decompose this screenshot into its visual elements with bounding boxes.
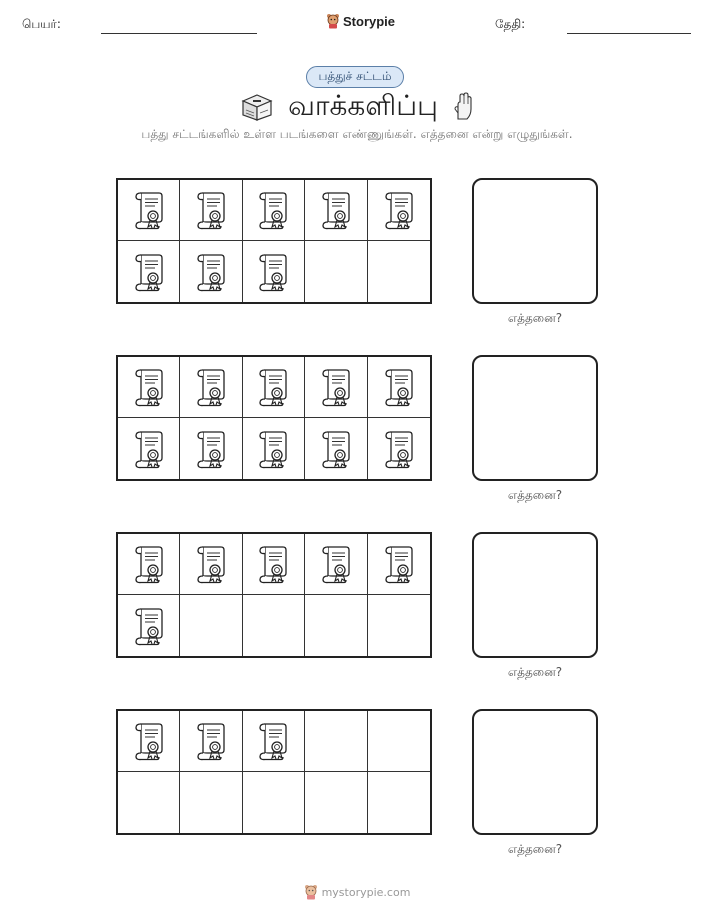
- ten-frame-cell: [305, 241, 367, 302]
- ten-frame-cell: [368, 357, 430, 418]
- ten-frame-cell: [180, 711, 242, 772]
- scroll-certificate-icon: [131, 189, 167, 231]
- ten-frame-cell: [180, 772, 242, 833]
- ten-frame-cell: [368, 772, 430, 833]
- ten-frame-cell: [243, 180, 305, 241]
- answer-box-2[interactable]: [472, 355, 598, 481]
- scroll-certificate-icon: [318, 366, 354, 408]
- ten-frame-cell: [243, 241, 305, 302]
- ten-frame-cell: [305, 180, 367, 241]
- ten-frame-4: [116, 709, 432, 835]
- scroll-certificate-icon: [131, 251, 167, 293]
- ten-frame-cell: [118, 241, 180, 302]
- scroll-certificate-icon: [193, 251, 229, 293]
- brand-logo: [326, 13, 395, 29]
- scroll-certificate-icon: [193, 189, 229, 231]
- ten-frame-cell: [118, 534, 180, 595]
- how-many-label-3: எத்தனை?: [507, 665, 563, 679]
- ten-frame-cell: [180, 534, 242, 595]
- date-label: தேதி:: [495, 17, 526, 31]
- worksheet-title: வாக்களிப்பு: [288, 89, 438, 122]
- name-label: பெயர்:: [22, 17, 61, 31]
- ten-frame-cell: [118, 772, 180, 833]
- scroll-certificate-icon: [193, 428, 229, 470]
- storypie-mascot-icon: [304, 884, 318, 900]
- title-row: [0, 88, 714, 124]
- scroll-certificate-icon: [255, 366, 291, 408]
- ten-frame-2: [116, 355, 432, 481]
- ballot-box-icon: [240, 91, 274, 121]
- footer-url[interactable]: mystorypie.com: [321, 885, 411, 899]
- how-many-label-2: எத்தனை?: [507, 488, 563, 502]
- ten-frame-cell: [305, 357, 367, 418]
- ten-frame-cell: [118, 711, 180, 772]
- ten-frame-cell: [243, 357, 305, 418]
- scroll-certificate-icon: [131, 428, 167, 470]
- footer: [0, 884, 714, 900]
- scroll-certificate-icon: [381, 428, 417, 470]
- ten-frame-cell: [180, 418, 242, 479]
- scroll-certificate-icon: [193, 720, 229, 762]
- scroll-certificate-icon: [131, 720, 167, 762]
- scroll-certificate-icon: [193, 543, 229, 585]
- ten-frame-cell: [243, 711, 305, 772]
- ten-frame-cell: [243, 772, 305, 833]
- ten-frame-cell: [368, 180, 430, 241]
- scroll-certificate-icon: [255, 720, 291, 762]
- scroll-certificate-icon: [318, 428, 354, 470]
- scroll-certificate-icon: [381, 543, 417, 585]
- topic-badge: பத்துச் சட்டம்: [306, 66, 404, 88]
- ten-frame-cell: [368, 595, 430, 656]
- ten-frame-cell: [180, 595, 242, 656]
- ten-frame-cell: [118, 180, 180, 241]
- ten-frame-cell: [118, 418, 180, 479]
- scroll-certificate-icon: [131, 605, 167, 647]
- raised-hand-icon: [452, 91, 474, 121]
- scroll-certificate-icon: [318, 543, 354, 585]
- ten-frame-cell: [368, 241, 430, 302]
- ten-frame-cell: [368, 711, 430, 772]
- scroll-certificate-icon: [255, 543, 291, 585]
- ten-frame-cell: [305, 534, 367, 595]
- ten-frame-cell: [118, 595, 180, 656]
- scroll-certificate-icon: [131, 543, 167, 585]
- scroll-certificate-icon: [381, 366, 417, 408]
- how-many-label-1: எத்தனை?: [507, 311, 563, 325]
- scroll-certificate-icon: [255, 428, 291, 470]
- scroll-certificate-icon: [318, 189, 354, 231]
- ten-frame-cell: [118, 357, 180, 418]
- ten-frame-3: [116, 532, 432, 658]
- ten-frame-cell: [243, 595, 305, 656]
- scroll-certificate-icon: [255, 251, 291, 293]
- name-line[interactable]: [101, 33, 257, 34]
- date-line[interactable]: [567, 33, 691, 34]
- storypie-mascot-icon: [326, 13, 340, 29]
- answer-box-4[interactable]: [472, 709, 598, 835]
- ten-frame-cell: [180, 241, 242, 302]
- ten-frame-cell: [180, 180, 242, 241]
- ten-frame-cell: [305, 595, 367, 656]
- scroll-certificate-icon: [193, 366, 229, 408]
- brand-name: Storypie: [343, 13, 396, 29]
- ten-frame-cell: [305, 418, 367, 479]
- ten-frame-cell: [243, 534, 305, 595]
- instructions-text: பத்து சட்டங்களில் உள்ள படங்களை எண்ணுங்கள். எத்தனை என்று எழுதுங்கள்.: [141, 127, 573, 141]
- ten-frame-cell: [368, 534, 430, 595]
- ten-frame-cell: [305, 772, 367, 833]
- how-many-label-4: எத்தனை?: [507, 842, 563, 856]
- scroll-certificate-icon: [255, 189, 291, 231]
- ten-frame-cell: [305, 711, 367, 772]
- answer-box-3[interactable]: [472, 532, 598, 658]
- scroll-certificate-icon: [131, 366, 167, 408]
- scroll-certificate-icon: [381, 189, 417, 231]
- ten-frame-1: [116, 178, 432, 304]
- ten-frame-cell: [243, 418, 305, 479]
- answer-box-1[interactable]: [472, 178, 598, 304]
- ten-frame-cell: [368, 418, 430, 479]
- ten-frame-cell: [180, 357, 242, 418]
